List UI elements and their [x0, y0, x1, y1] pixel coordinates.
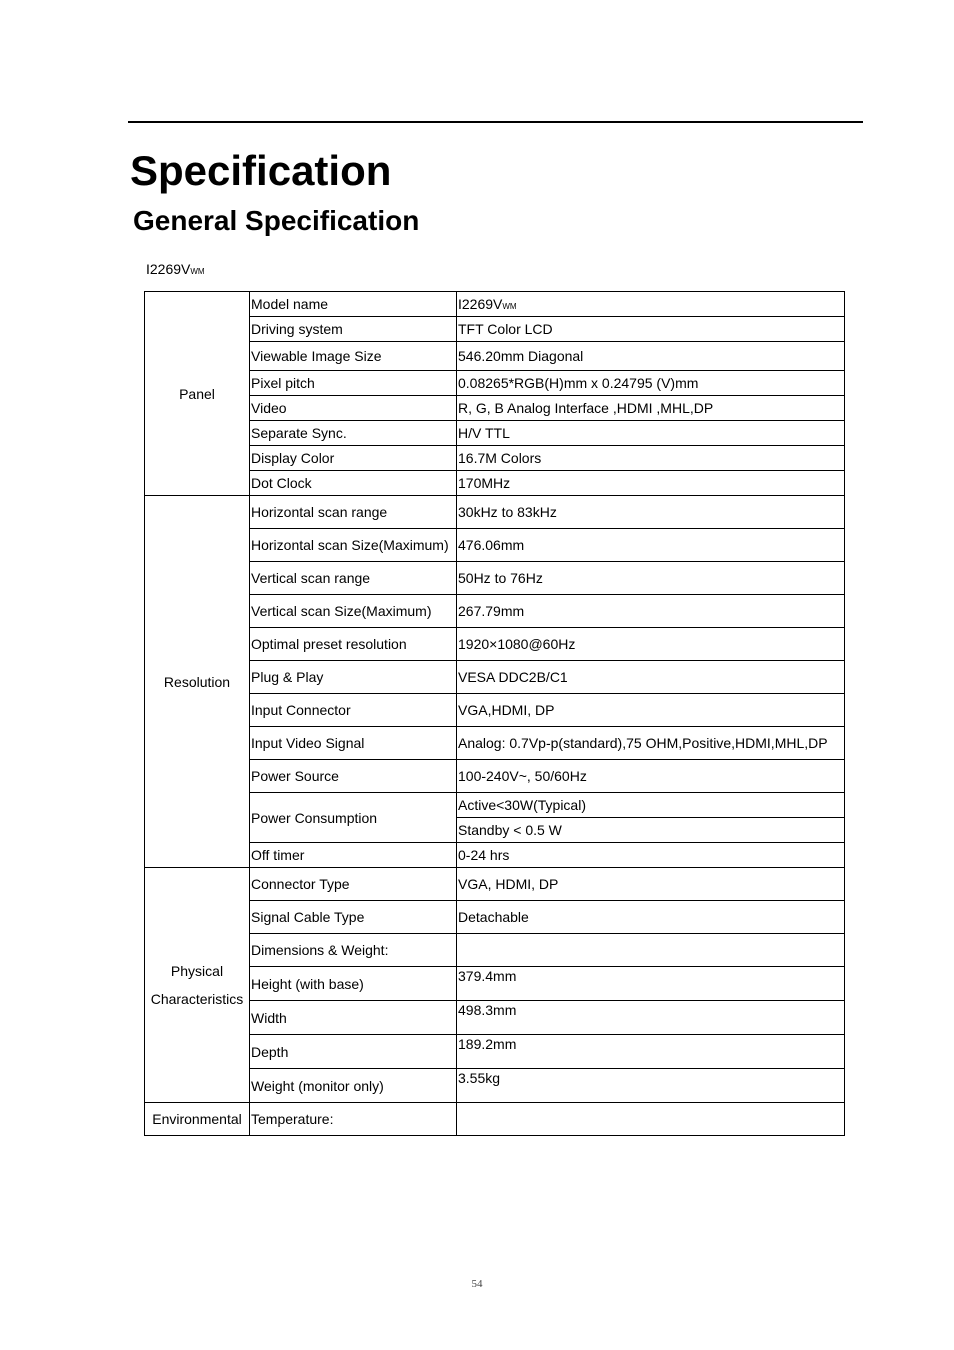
row-value: TFT Color LCD — [457, 317, 845, 342]
row-label: Dot Clock — [250, 471, 457, 496]
row-value: 50Hz to 76Hz — [457, 562, 845, 595]
table-row — [145, 760, 845, 793]
table-row — [145, 396, 845, 421]
row-label: Pixel pitch — [250, 371, 457, 396]
table-row — [145, 446, 845, 471]
table-row — [145, 661, 845, 694]
row-label: Separate Sync. — [250, 421, 457, 446]
group-label-physical: Physical Characteristics — [145, 868, 250, 1103]
row-value — [457, 1103, 845, 1136]
row-value: 16.7M Colors — [457, 446, 845, 471]
row-value: Analog: 0.7Vp-p(standard),75 OHM,Positive,HDMI,MHL,DP — [457, 727, 845, 760]
row-label: Dimensions & Weight: — [250, 934, 457, 967]
row-value: 379.4mm — [457, 967, 845, 1001]
row-label: Driving system — [250, 317, 457, 342]
row-label: Power Source — [250, 760, 457, 793]
row-value: 0.08265*RGB(H)mm x 0.24795 (V)mm — [457, 371, 845, 396]
row-value: 3.55kg — [457, 1069, 845, 1103]
row-value: H/V TTL — [457, 421, 845, 446]
row-label: Vertical scan range — [250, 562, 457, 595]
table-row — [145, 1035, 845, 1069]
row-label: Display Color — [250, 446, 457, 471]
row-label: Depth — [250, 1035, 457, 1069]
row-label: Video — [250, 396, 457, 421]
row-label: Width — [250, 1001, 457, 1035]
row-value: 546.20mm Diagonal — [457, 342, 845, 371]
spec-table — [144, 291, 845, 1136]
table-row — [145, 934, 845, 967]
row-value: VESA DDC2B/C1 — [457, 661, 845, 694]
row-value: Detachable — [457, 901, 845, 934]
table-row — [145, 317, 845, 342]
row-label: Signal Cable Type — [250, 901, 457, 934]
row-label: Power Consumption — [250, 793, 457, 843]
row-value: VGA, HDMI, DP — [457, 868, 845, 901]
row-value: 498.3mm — [457, 1001, 845, 1035]
table-row — [145, 1103, 845, 1136]
row-value: 100-240V~, 50/60Hz — [457, 760, 845, 793]
row-value: 267.79mm — [457, 595, 845, 628]
top-rule — [128, 121, 863, 123]
row-label: Horizontal scan range — [250, 496, 457, 529]
section-title: General Specification — [133, 205, 420, 236]
table-row — [145, 371, 845, 396]
page-number: 54 — [471, 1278, 483, 1290]
row-value: 1920×1080@60Hz — [457, 628, 845, 661]
row-value: 189.2mm — [457, 1035, 845, 1069]
row-label: Input Connector — [250, 694, 457, 727]
row-label: Input Video Signal — [250, 727, 457, 760]
row-value: 0-24 hrs — [457, 843, 845, 868]
table-row — [145, 868, 845, 901]
row-label: Viewable Image Size — [250, 342, 457, 371]
table-row — [145, 967, 845, 1001]
group-label-environmental: Environmental — [145, 1103, 250, 1136]
table-row — [145, 1069, 845, 1103]
row-label: Horizontal scan Size(Maximum) — [250, 529, 457, 562]
row-label: Model name — [250, 292, 457, 317]
group-label-resolution: Resolution — [145, 496, 250, 868]
row-value: 476.06mm — [457, 529, 845, 562]
table-row — [145, 421, 845, 446]
group-label-panel: Panel — [145, 292, 250, 496]
model-caption: I2269VWM — [146, 261, 205, 277]
row-value: 30kHz to 83kHz — [457, 496, 845, 529]
row-label: Vertical scan Size(Maximum) — [250, 595, 457, 628]
table-row — [145, 628, 845, 661]
row-label: Temperature: — [250, 1103, 457, 1136]
row-label: Height (with base) — [250, 967, 457, 1001]
row-label: Off timer — [250, 843, 457, 868]
table-row — [145, 595, 845, 628]
row-value: R, G, B Analog Interface ,HDMI ,MHL,DP — [457, 396, 845, 421]
table-row — [145, 471, 845, 496]
row-value: I2269VWM — [457, 292, 845, 317]
table-row — [145, 793, 845, 818]
row-label: Connector Type — [250, 868, 457, 901]
table-row — [145, 292, 845, 317]
table-row — [145, 562, 845, 595]
table-row — [145, 727, 845, 760]
row-value: 170MHz — [457, 471, 845, 496]
page-title: Specification — [130, 147, 392, 194]
table-row — [145, 342, 845, 371]
row-value: VGA,HDMI, DP — [457, 694, 845, 727]
row-label: Optimal preset resolution — [250, 628, 457, 661]
row-label: Plug & Play — [250, 661, 457, 694]
table-row — [145, 843, 845, 868]
row-label: Weight (monitor only) — [250, 1069, 457, 1103]
table-row — [145, 1001, 845, 1035]
row-value: Active<30W(Typical) — [457, 793, 845, 818]
table-row — [145, 496, 845, 529]
table-row — [145, 901, 845, 934]
table-row — [145, 694, 845, 727]
row-value — [457, 934, 845, 967]
row-value: Standby < 0.5 W — [457, 818, 845, 843]
table-row — [145, 529, 845, 562]
